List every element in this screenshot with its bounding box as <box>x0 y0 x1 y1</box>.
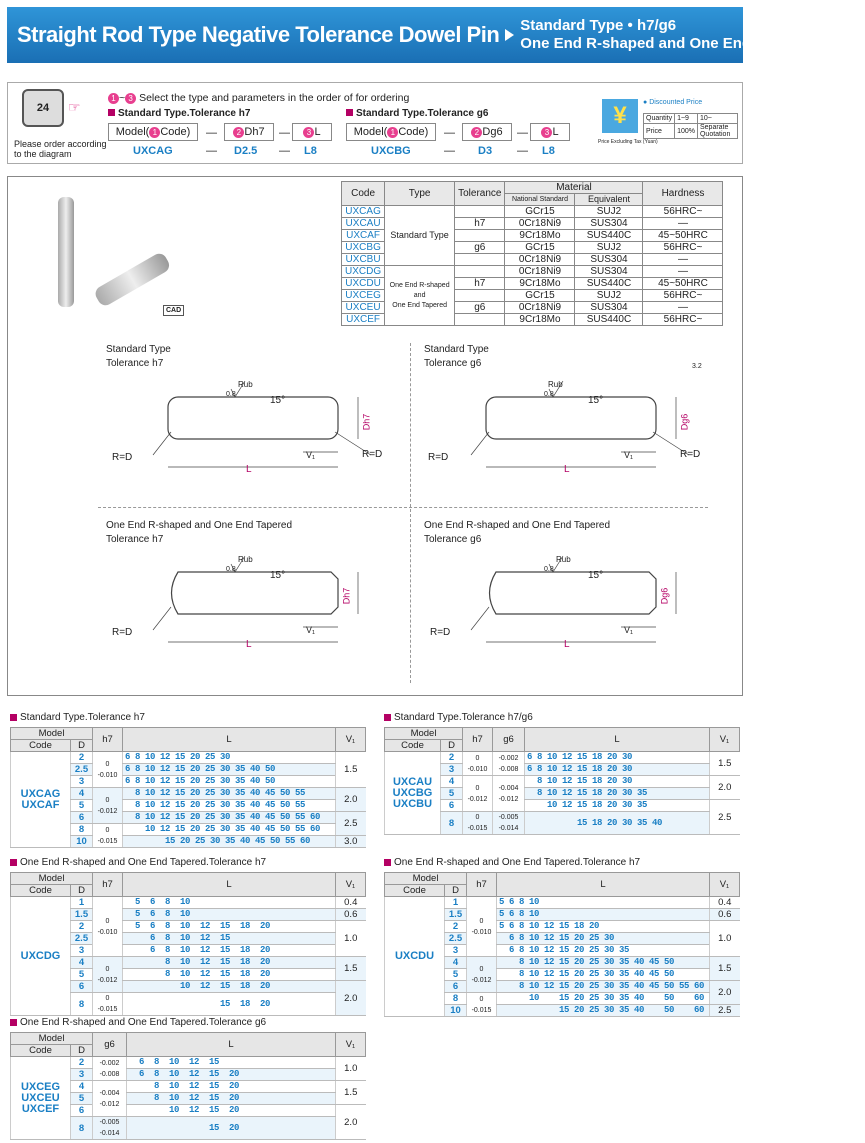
table5: Model g6 L V₁ Code D UXCEG UXCEU UXCEF 2 -0.002 -0.008 6 8 10 12 15 1.0 3 6 8 10 12 15 20 4 -0.004 -0.012 8 10 12 15 20 1.5 5 8 10 12 15 20 6 10 12 15 20 2.0 8 -0.005 -0.014 15 20 <box>10 1032 366 1140</box>
subtitle-1: Standard Type • h7/g6 <box>520 17 677 34</box>
example-l-2: L8 <box>542 145 555 157</box>
table4-title: One End R-shaped and One End Tapered.Tolerance h7 <box>384 857 640 868</box>
example-d-1: D2.5 <box>234 145 258 157</box>
diagram-2 <box>421 377 711 477</box>
spec-table: Code Type Tolerance Material Hardness National Standard Equivalent UXCAG Standard Type GCr15 SUJ2 56HRC~ UXCAU h7 0Cr18Ni9 SUS304 — UXCAF 9Cr18Mo SUS440C 45~50HRC UXCBG g6 GCr15 SUJ2 56HRC~ UXCBU 0Cr18Ni9 SUS304 — UXCDG One End R-shaped and One End Tapered 0Cr18Ni9 SUS304 — UXCDU h7 9Cr18Mo SUS440C 45~50HRC UXCEG GCr15 SUJ2 56HRC~ UXCEU g6 0Cr18Ni9 SUS304 — UXCEF 9Cr18Mo SUS440C 56HRC~ <box>341 181 723 326</box>
table2: Model h7 g6 L V₁ Code D UXCAU UXCBG UXCBU 2 0 -0.010 -0.002 -0.008 6 8 10 12 15 18 20 30 1.5 3 6 8 10 12 15 18 20 30 4 0 -0.012 -0.004 -0.012 8 10 12 15 18 20 30 2.0 5 8 10 12 15 18 20 30 35 6 10 12 15 18 20 30 35 2.5 8 0 -0.015 -0.005 -0.014 15 18 20 30 35 40 <box>384 727 740 835</box>
d-box-1: 2 Dh7 <box>224 123 274 141</box>
table1-title: Standard Type.Tolerance h7 <box>10 712 145 723</box>
discount-table: Quantity 1~9 10~ Price 100% Separate Quotation <box>643 113 738 139</box>
table5-title: One End R-shaped and One End Tapered.Tolerance g6 <box>10 1017 266 1028</box>
table2-title: Standard Type.Tolerance h7/g6 <box>384 712 533 723</box>
order-note: Please order according to the diagram <box>14 139 107 159</box>
diagram-4-title: One End R-shaped and One End Tapered Tolerance g6 <box>424 520 611 545</box>
l-box-2: 3 L <box>530 123 570 141</box>
table4: Model h7 L V₁ Code D UXCDU 1 0 -0.010 5 6 8 10 0.4 1.5 5 6 8 10 0.6 2 5 6 8 10 12 15 18 20 1.0 2.5 6 8 10 12 15 20 25 30 3 6 8 10 12 15 20 25 30 35 4 0 -0.012 8 10 12 15 20 25 30 35 40 45 50 1.5 5 8 10 12 15 20 25 30 35 40 45 50 6 8 10 12 15 20 25 30 35 40 45 50 55 60 2.0 8 0 -0.015 10 15 20 25 30 35 40 50 60 10 15 20 25 30 35 40 50 60 2.5 <box>384 872 740 1017</box>
table1: Model h7 L V₁ Code D UXCAG UXCAF 2 0 -0.010 6 8 10 12 15 20 25 30 1.5 2.5 6 8 10 12 15 20 25 30 35 40 50 3 6 8 10 12 15 20 25 30 35 40 50 4 0 -0.012 8 10 12 15 20 25 30 35 40 45 50 55 2.0 5 8 10 12 15 20 25 30 35 40 45 50 55 6 8 10 12 15 20 25 30 35 40 45 50 55 60 2.5 8 0 -0.015 10 12 15 20 25 30 35 40 45 50 55 60 10 15 20 25 30 35 40 45 50 55 60 3.0 <box>10 727 366 848</box>
pointing-hand-icon: ☞ <box>68 99 81 115</box>
table3: Model h7 L V₁ Code D UXCDG 1 0 -0.010 5 6 8 10 0.4 1.5 5 6 8 10 0.6 2 5 6 8 10 12 15 18 20 1.0 2.5 6 8 10 12 15 3 6 8 10 12 15 18 20 4 0 -0.012 8 10 12 15 18 20 1.5 5 8 10 12 15 18 20 6 10 12 15 18 20 2.0 8 0 -0.015 15 18 20 <box>10 872 366 1016</box>
model-box-1: Model( 1 Code) <box>108 123 198 141</box>
subtitle-2: One End R-shaped and One End Tapered • h7/g6 <box>520 35 865 52</box>
page-title: Straight Rod Type Negative Tolerance Dowel Pin <box>17 22 500 47</box>
order-box: 24 ☞ Please order according to the diagram 1 ~ 3 Select the type and parameters in the order of for ordering Standard Type.Tolerance h7 Standard Type.Tolerance g6 Model( 1 Code) — 2 Dh7 — 3 L UXCAG — D2.5 — L8 Model( 1 Code) — 2 Dg6 — 3 L UXCBG — D3 — L8 ¥ ● Discounted Price Quantity 1~9 10~ Price 100% Separate Quotation Price Excluding Tax (Yuan) <box>7 82 743 164</box>
order-instruction: 1 ~ 3 Select the type and parameters in the order of for ordering <box>108 92 409 104</box>
std-g6-label: Standard Type.Tolerance g6 <box>346 108 488 119</box>
title-banner <box>7 7 865 63</box>
example-d-2: D3 <box>478 145 493 157</box>
example-code-2: UXCBG <box>371 145 411 157</box>
arrow-icon <box>505 29 514 41</box>
phone-icon: 24 <box>22 89 64 127</box>
example-code-1: UXCAG <box>133 145 173 157</box>
diagram-1-title: Standard Type Tolerance h7 <box>106 344 171 369</box>
roughness-symbol: 3.2 <box>692 363 702 370</box>
diagram-2-title: Standard Type Tolerance g6 <box>424 344 489 369</box>
std-h7-label: Standard Type.Tolerance h7 <box>108 108 250 119</box>
yen-icon: ¥ <box>602 99 638 133</box>
example-l-1: L8 <box>304 145 317 157</box>
l-box-1: 3 L <box>292 123 332 141</box>
price-note: Price Excluding Tax (Yuan) <box>598 139 658 145</box>
model-box-2: Model( 1 Code) <box>346 123 436 141</box>
table3-title: One End R-shaped and One End Tapered.Tolerance h7 <box>10 857 266 868</box>
cad-badge: CAD <box>163 305 184 316</box>
dowel-pin-image <box>48 192 178 312</box>
discount-panel <box>598 95 738 151</box>
diagram-3-title: One End R-shaped and One End Tapered Tolerance h7 <box>106 520 293 545</box>
d-box-2: 2 Dg6 <box>462 123 512 141</box>
discount-title: ● Discounted Price <box>643 99 703 106</box>
product-panel: CAD Code Type Tolerance Material Hardness National Standard Equivalent UXCAG Standard Type GCr15 SUJ2 56HRC~ UXCAU h7 0Cr18Ni9 SUS304 — UXCAF 9Cr18Mo SUS440C 45~50HRC UXCBG g6 GCr15 SUJ2 56HRC~ UXCBU 0Cr18Ni9 SUS304 — UXCDG One End R-shaped and One End Tapered 0Cr18Ni9 SUS304 — UXCDU h7 9Cr18Mo SUS440C 45~50HRC UXCEG GCr15 SUJ2 56HRC~ UXCEU g6 0Cr18Ni9 SUS304 — UXCEF 9Cr18Mo SUS440C 56HRC~ Standard Type Tolerance h7 Standard Type Tolerance g6 One End R-shaped and One End Tapered Tolerance h7 One End R-shaped and One End Tapered Tolerance g6 3.2 Rub 0.8 15° R=D R=D L V₁ Dh7 Rub 0.8 15° R=D R=D L V₁ Dg6 Rub 0.8 15° R=D L V₁ Dh7 Rub 0.8 15° R=D L V₁ Dg6 <box>7 176 743 696</box>
diagram-1 <box>103 377 393 477</box>
